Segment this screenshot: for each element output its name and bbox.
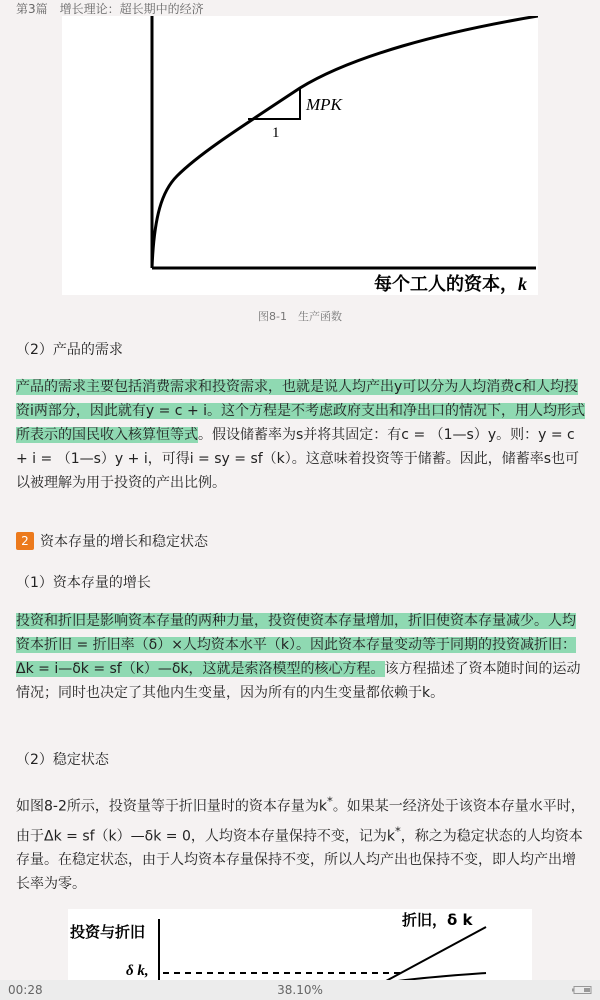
superscript-star: * — [394, 823, 401, 838]
x-axis-label-text: 每个工人的资本， — [374, 274, 518, 295]
paragraph-demand — [16, 375, 586, 495]
heading-steady-state: （2）稳定状态 — [16, 752, 109, 768]
reader-footer — [0, 980, 600, 1000]
section-number-badge: 2 — [16, 532, 34, 550]
steady-state-figure — [68, 909, 532, 981]
section-header — [16, 531, 208, 551]
clock: 00:28 — [8, 983, 43, 997]
section-title: 资本存量的增长和稳定状态 — [40, 534, 208, 550]
depreciation-line — [386, 927, 486, 981]
growth-rest: 该方程描述了资本随时间的运动情况；同时也决定了其他内生变量，因为所有的内生变量都依赖于k。 — [16, 661, 581, 701]
figure-caption: 图8-1 生产函数 — [258, 310, 342, 323]
paragraph-steady-state: 如图8-2所示，投资量等于折旧量时的资本存量为k*。如果某一经济处于该资本存量水平时，由于Δk = sf（k）—δk = 0，人均资本存量保持不变，记为k*，称之为稳定状态的人均资本存量。在稳定状态，由于人均资本存量保持不变，所以人均产出也保持不变，即人均产出增长率为零。 — [16, 794, 585, 893]
depreciation-line-label: 折旧，δ k — [402, 911, 473, 929]
heading-capital-growth: （1）资本存量的增长 — [16, 575, 151, 591]
battery-icon — [572, 986, 592, 994]
superscript-star: * — [326, 794, 333, 808]
chapter-title: 第3篇 增长理论：超长期中的经济 — [16, 2, 204, 16]
production-function-figure — [62, 16, 538, 295]
mpk-label: MPK — [306, 95, 342, 114]
one-label: 1 — [272, 125, 280, 141]
x-axis-label — [374, 273, 527, 295]
heading-product-demand: （2）产品的需求 — [16, 342, 123, 358]
y-tick-label: δ k, — [126, 963, 149, 979]
x-axis-label-var: k — [518, 274, 527, 294]
demand-rest: 。假设储蓄率为s并将其固定：有c = （1—s）y。则：y = c + i = （1—s）y + i，可得i = sy = sf（k）。这意味着投资等于储蓄。因此，储蓄率s也可以被理解为用于投资的产出比例。 — [16, 427, 580, 491]
highlight-growth[interactable]: 投资和折旧是影响资本存量的两种力量，投资使资本存量增加，折旧使资本存量减少。人均资本折旧 = 折旧率（δ）×人均资本水平（k）。因此资本存量变动等于同期的投资减折旧：Δk = i—δk = sf（k）—δk，这就是索洛模型的核心方程。 — [16, 613, 577, 677]
highlight-demand[interactable]: 产品的需求主要包括消费需求和投资需求，也就是说人均产出y可以分为人均消费c和人均投资i两部分，因此就有y = c + i。这个方程是不考虑政府支出和净出口的情况下，用人均形式所表示的国民收入核算恒等式 — [16, 379, 586, 443]
production-curve — [152, 16, 538, 268]
y-axis-label: 投资与折旧 — [70, 923, 146, 941]
reading-progress: 38.10% — [277, 983, 323, 997]
paragraph-capital-growth — [16, 609, 586, 705]
